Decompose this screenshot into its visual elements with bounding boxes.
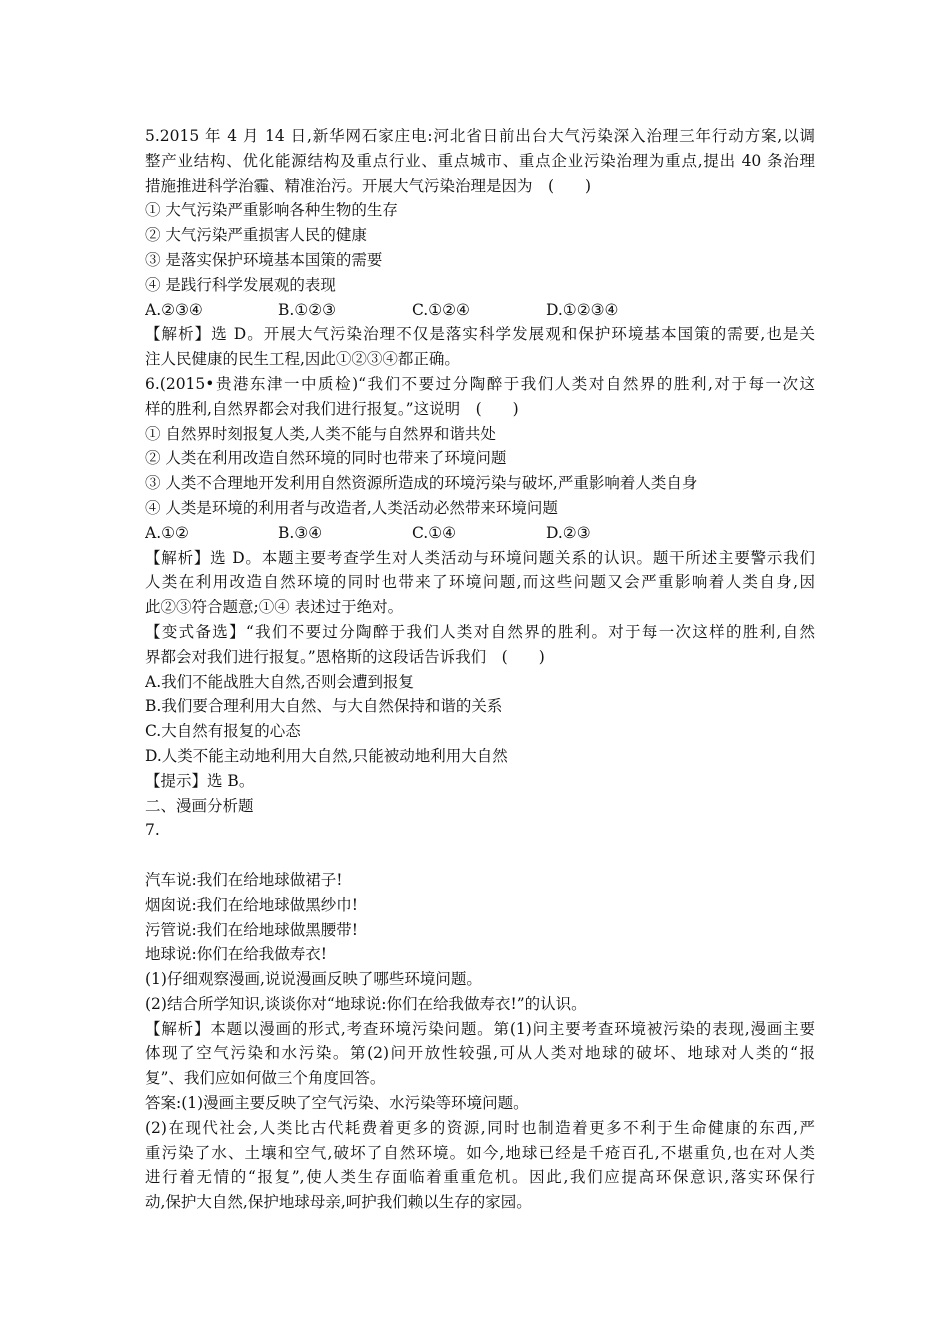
question-7-number: 7. bbox=[145, 821, 160, 840]
variant-hint: 【提示】选 B。 bbox=[145, 771, 255, 790]
question-5-stem-line: 措施推进科学治霾、精准治污。开展大气污染治理是因为 ( ) bbox=[145, 176, 592, 195]
option-d: D.②③ bbox=[546, 523, 591, 542]
comic-dialog-line: 地球说:你们在给我做寿衣! bbox=[145, 945, 327, 964]
comic-dialog-line: 汽车说:我们在给地球做裙子! bbox=[145, 870, 343, 889]
question-7-subquestion: (2)结合所学知识,谈谈你对“地球说:你们在给我做寿衣!”的认识。 bbox=[145, 994, 587, 1013]
question-5-analysis-line: 注人民健康的民生工程,因此①②③④都正确。 bbox=[145, 350, 460, 369]
question-6-item: ② 人类在利用改造自然环境的同时也带来了环境问题 bbox=[145, 449, 507, 468]
option-d: D.①②③④ bbox=[546, 300, 619, 319]
variant-option-c: C.大自然有报复的心态 bbox=[145, 722, 301, 741]
option-a: A.②③④ bbox=[145, 300, 203, 319]
question-6-item: ④ 人类是环境的利用者与改造者,人类活动必然带来环境问题 bbox=[145, 498, 558, 517]
question-6-analysis-line: 【解析】选 D。本题主要考查学生对人类活动与环境问题关系的认识。题干所述主要警示我们 bbox=[145, 548, 815, 567]
variant-stem-line: 【变式备选】“我们不要过分陶醉于我们人类对自然界的胜利。对于每一次这样的胜利,自然 bbox=[145, 622, 815, 641]
question-7-answer-2-line: (2)在现代社会,人类比古代耗费着更多的资源,同时也制造着更多不利于生命健康的东西,严 bbox=[145, 1118, 815, 1137]
option-b: B.①②③ bbox=[278, 300, 337, 319]
question-6-item: ① 自然界时刻报复人类,人类不能与自然界和谐共处 bbox=[145, 424, 496, 443]
option-c: C.①④ bbox=[412, 523, 457, 542]
question-6-options bbox=[145, 521, 815, 546]
comic-dialog-line: 烟囱说:我们在给地球做黑纱巾! bbox=[145, 895, 358, 914]
variant-question bbox=[145, 620, 815, 794]
section-heading: 二、漫画分析题 bbox=[145, 796, 254, 815]
document-content bbox=[145, 124, 815, 1215]
question-6-stem-line: 6.(2015•贵港东津一中质检)“我们不要过分陶醉于我们人类对自然界的胜利,对于每一次这 bbox=[145, 374, 815, 393]
question-5-stem-line: 整产业结构、优化能源结构及重点行业、重点城市、重点企业污染治理为重点,提出 40 条治理 bbox=[145, 151, 815, 170]
variant-option-d: D.人类不能主动地利用大自然,只能被动地利用大自然 bbox=[145, 746, 508, 765]
question-5-analysis-line: 【解析】选 D。开展大气污染治理不仅是落实科学发展观和保护环境基本国策的需要,也是关 bbox=[145, 325, 815, 344]
question-6-item: ③ 人类不合理地开发利用自然资源所造成的环境污染与破坏,严重影响着人类自身 bbox=[145, 474, 698, 493]
question-6-analysis-line: 此②③符合题意;①④ 表述过于绝对。 bbox=[145, 598, 404, 617]
option-b: B.③④ bbox=[278, 523, 323, 542]
variant-option-a: A.我们不能战胜大自然,否则会遭到报复 bbox=[145, 672, 415, 691]
question-5-options bbox=[145, 298, 815, 323]
question-7-subquestion: (1)仔细观察漫画,说说漫画反映了哪些环境问题。 bbox=[145, 970, 482, 989]
question-5 bbox=[145, 124, 815, 372]
question-5-item: ① 大气污染严重影响各种生物的生存 bbox=[145, 201, 398, 220]
question-5-stem-line: 5.2015 年 4 月 14 日,新华网石家庄电:河北省日前出台大气污染深入治理三年行动方案,以调 bbox=[145, 127, 815, 145]
question-6 bbox=[145, 372, 815, 620]
question-6-analysis-line: 人类在利用改造自然环境的同时也带来了环境问题,而这些问题又会严重影响着人类自身,因 bbox=[145, 573, 815, 592]
question-7-analysis-line: 【解析】本题以漫画的形式,考查环境污染问题。第(1)问主要考查环境被污染的表现,漫画主要 bbox=[145, 1019, 815, 1038]
question-7 bbox=[145, 868, 815, 1215]
question-7-answer-1: 答案:(1)漫画主要反映了空气污染、水污染等环境问题。 bbox=[145, 1094, 529, 1113]
question-7-answer-2-line: 动,保护大自然,保护地球母亲,呵护我们赖以生存的家园。 bbox=[145, 1193, 532, 1212]
question-7-answer-2-line: 进行着无情的“报复”,使人类生存面临着重重危机。因此,我们应提高环保意识,落实环保行 bbox=[145, 1168, 815, 1187]
question-5-item: ④ 是践行科学发展观的表现 bbox=[145, 275, 336, 294]
comic-placeholder bbox=[145, 843, 815, 868]
question-5-item: ② 大气污染严重损害人民的健康 bbox=[145, 226, 367, 245]
question-7-analysis-line: 复”、我们应如何做三个角度回答。 bbox=[145, 1069, 386, 1088]
question-7-analysis-line: 体现了空气污染和水污染。第(2)问开放性较强,可从人类对地球的破坏、地球对人类的“报 bbox=[145, 1044, 815, 1063]
variant-stem-line: 界都会对我们进行报复。”恩格斯的这段话告诉我们 ( ) bbox=[145, 647, 545, 666]
comic-dialog-line: 污管说:我们在给地球做黑腰带! bbox=[145, 920, 358, 939]
question-5-item: ③ 是落实保护环境基本国策的需要 bbox=[145, 250, 383, 269]
option-a: A.①② bbox=[145, 523, 189, 542]
question-6-stem-line: 样的胜利,自然界都会对我们进行报复。”这说明 ( ) bbox=[145, 399, 519, 418]
variant-option-b: B.我们要合理利用大自然、与大自然保持和谐的关系 bbox=[145, 697, 503, 716]
question-7-answer-2-line: 重污染了水、土壤和空气,破坏了自然环境。如今,地球已经是千疮百孔,不堪重负,也在对人类 bbox=[145, 1143, 815, 1162]
option-c: C.①②④ bbox=[412, 300, 470, 319]
